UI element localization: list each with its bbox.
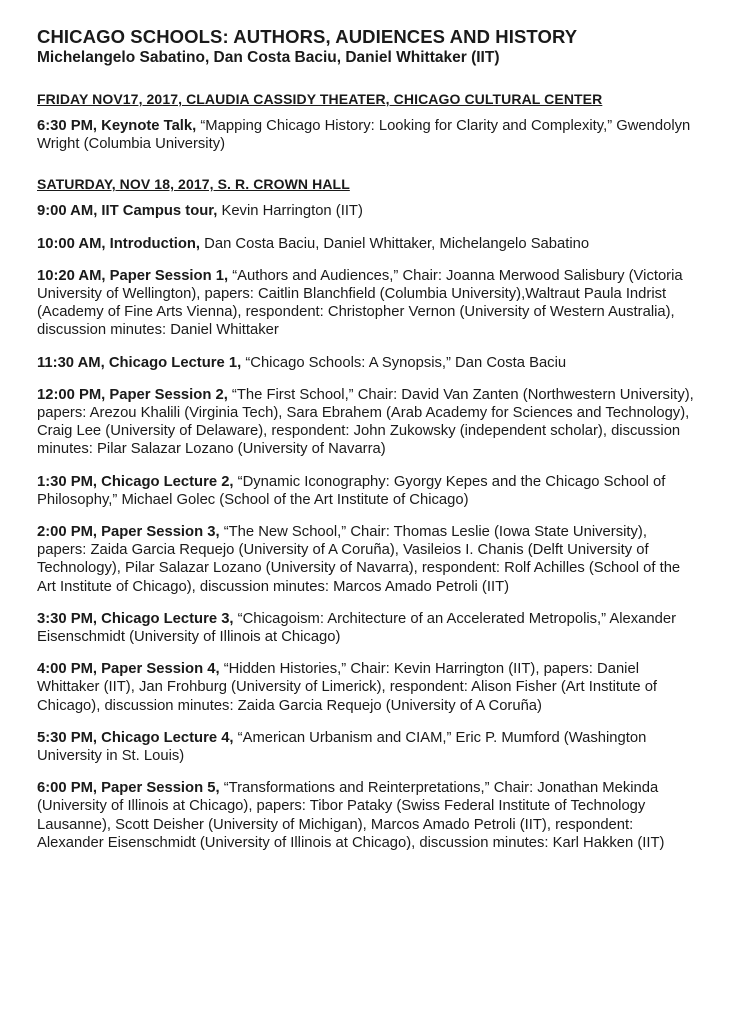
entry-details: “Mapping Chicago History: Looking for Clarity and Complexity,” Gwendolyn Wright (Columbia University) xyxy=(37,118,691,153)
page-title: CHICAGO SCHOOLS: AUTHORS, AUDIENCES AND HISTORY xyxy=(37,26,578,47)
page-subtitle: Michelangelo Sabatino, Dan Costa Baciu, Daniel Whittaker (IIT) xyxy=(37,49,500,66)
entry-details: “The New School,” Chair: Thomas Leslie (Iowa State University), papers: Zaida Garcia Requejo (University of A Coruña), Vasileios I. Chanis (Delft University of Technology), Pilar Salazar Lozano (University of Navarra), respondent: Rolf Achilles (School of the Art Institute of Chicago), discussion minutes: Marcos Amado Petroli (IIT) xyxy=(37,524,681,595)
schedule-entry xyxy=(37,473,697,509)
entry-time-title: 12:00 PM, Paper Session 2, xyxy=(37,386,228,403)
friday-events xyxy=(37,117,697,153)
entry-details: “The First School,” Chair: David Van Zanten (Northwestern University), papers: Arezou Khalili (Virginia Tech), Sara Ebrahem (Arab Academy for Sciences and Technology), Craig Lee (University of Delaware), respondent: John Zukowsky (independent scholar), discussion minutes: Pilar Salazar Lozano (University of Navarra) xyxy=(37,386,694,458)
schedule-entry xyxy=(37,610,697,646)
schedule-entry xyxy=(37,779,697,852)
entry-details: “Chicagoism: Architecture of an Accelerated Metropolis,” Alexander Eisenschmidt (University of Illinois at Chicago) xyxy=(37,610,677,646)
entry-details: “Authors and Audiences,” Chair: Joanna Merwood Salisbury (Victoria University of Wellington), papers: Caitlin Blanchfield (Columbia University),Waltraut Paula Indrist (Academy of Fine Arts Vienna), respondent: Christopher Vernon (University of Western Australia), discussion minutes: Daniel Whittaker xyxy=(37,267,683,339)
entry-details: “Dynamic Iconography: Gyorgy Kepes and the Chicago School of Philosophy,” Michael Golec (School of the Art Institute of Chicago) xyxy=(37,473,666,508)
schedule-entry xyxy=(37,117,697,153)
entry-details: “Transformations and Reinterpretations,” Chair: Jonathan Mekinda (University of Illinois at Chicago), papers: Tibor Pataky (Swiss Federal Institute of Technology Lausanne), Scott Deisher (University of Michigan), Marcos Amado Petroli (IIT), respondent: Alexander Eisenschmidt (University of Illinois at Chicago), discussion minutes: Karl Hakken (IIT) xyxy=(37,780,665,851)
saturday-events xyxy=(37,202,697,852)
schedule-entry xyxy=(37,202,697,220)
entry-time-title: 4:00 PM, Paper Session 4, xyxy=(37,661,220,678)
schedule-entry xyxy=(37,235,697,253)
schedule-entry xyxy=(37,354,697,372)
saturday-heading: SATURDAY, NOV 18, 2017, S. R. CROWN HALL xyxy=(37,176,350,193)
entry-time-title: 1:30 PM, Chicago Lecture 2, xyxy=(37,473,234,490)
entry-time-title: 6:30 PM, Keynote Talk, xyxy=(37,118,197,134)
entry-time-title: 2:00 PM, Paper Session 3, xyxy=(37,524,220,541)
schedule-entry xyxy=(37,267,697,340)
program-page xyxy=(37,26,697,874)
friday-heading: FRIDAY NOV17, 2017, CLAUDIA CASSIDY THEATER, CHICAGO CULTURAL CENTER xyxy=(37,91,603,107)
entry-time-title: 6:00 PM, Paper Session 5, xyxy=(37,780,220,797)
entry-details: Dan Costa Baciu, Daniel Whittaker, Michelangelo Sabatino xyxy=(200,235,590,252)
entry-time-title: 10:00 AM, Introduction, xyxy=(37,235,201,252)
schedule-entry xyxy=(37,660,697,715)
friday-block xyxy=(37,90,697,153)
schedule-entry xyxy=(37,386,697,459)
entry-time-title: 3:30 PM, Chicago Lecture 3, xyxy=(37,610,234,627)
entry-details: “American Urbanism and CIAM,” Eric P. Mumford (Washington University in St. Louis) xyxy=(37,729,647,765)
saturday-block xyxy=(37,175,697,852)
entry-details: “Hidden Histories,” Chair: Kevin Harrington (IIT), papers: Daniel Whittaker (IIT), Jan Frohburg (University of Limerick), respondent: Alison Fisher (Art Institute of Chicago), discussion minutes: Zaida Garcia Requejo (University of A Coruña) xyxy=(37,661,658,714)
schedule-entry xyxy=(37,729,697,765)
entry-time-title: 10:20 AM, Paper Session 1, xyxy=(37,267,229,284)
entry-details: “Chicago Schools: A Synopsis,” Dan Costa Baciu xyxy=(241,354,567,371)
entry-details: Kevin Harrington (IIT) xyxy=(217,203,363,220)
schedule-entry xyxy=(37,523,697,596)
entry-time-title: 11:30 AM, Chicago Lecture 1, xyxy=(37,354,242,371)
entry-time-title: 5:30 PM, Chicago Lecture 4, xyxy=(37,729,234,746)
entry-time-title: 9:00 AM, IIT Campus tour, xyxy=(37,203,218,220)
